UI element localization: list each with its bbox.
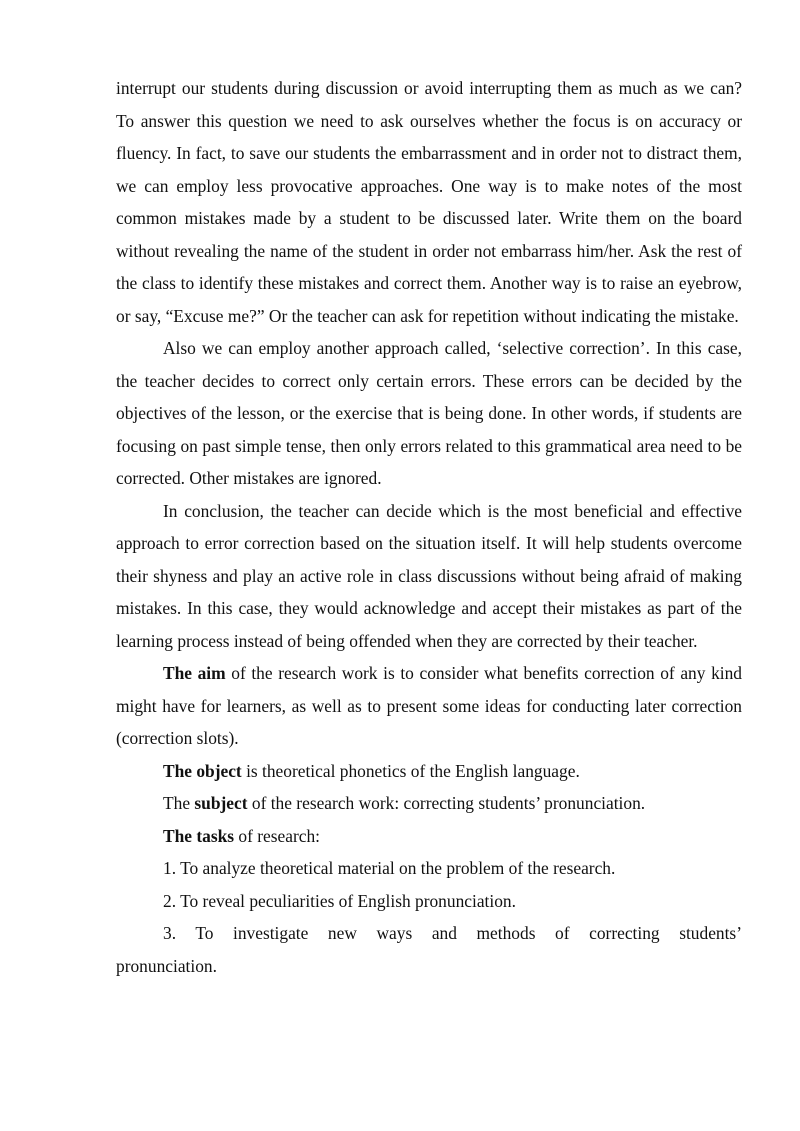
paragraph-tasks: [116, 820, 742, 853]
paragraph-aim: [116, 657, 742, 755]
paragraph-conclusion: In conclusion, the teacher can decide which is the most beneficial and effective approach to error correction based on the situation itself. It will help students overcome their shyness and play an active role in class discussions without being afraid of making mistakes. In this case, they would acknowledge and accept their mistakes as part of the learning process instead of being offended when they are corrected by their teacher.: [116, 500, 742, 651]
aim-label: The aim: [163, 663, 226, 683]
tasks-text: of research:: [234, 825, 320, 846]
paragraph-object: [116, 755, 742, 788]
subject-prefix: The: [163, 793, 195, 813]
object-label: The object: [163, 760, 242, 781]
document-page: [116, 72, 742, 982]
aim-text: of the research work is to consider what benefits correction of any kind might have for learners, as well as to present some ideas for conducting later correction (correction slots).: [116, 663, 742, 748]
task-item-3-continuation: pronunciation.: [116, 955, 217, 976]
paragraph-subject: [116, 787, 742, 820]
task-item-2: 2. To reveal peculiarities of English pronunciation.: [163, 890, 516, 911]
task-item-3: 3. To investigate new ways and methods of correcting students’: [163, 923, 742, 943]
paragraph-selective-correction: Also we can employ another approach called, ‘selective correction’. In this case, the teacher decides to correct only certain errors. These errors can be decided by the objectives of the lesson, or the exercise that is being done. In other words, if students are focusing on past simple tense, then only errors related to this grammatical area need to be corrected. Other mistakes are ignored.: [116, 338, 742, 488]
subject-text: of the research work: correcting students’ pronunciation.: [247, 793, 646, 813]
subject-label: subject: [194, 793, 248, 813]
paragraph-error-correction-intro: interrupt our students during discussion or avoid interrupting them as much as we can? To answer this question we need to ask ourselves whether the focus is on accuracy or fluency. In fact, to save our students the embarrassment and in order not to distract them, we can employ less provocative approaches. One way is to make notes of the most common mistakes made by a student to be discussed later. Write them on the board without revealing the name of the student in order not embarrass him/her. Ask the rest of the class to identify these mistakes and correct them. Another way is to raise an eyebrow, or say, “Excuse me?” Or the teacher can ask for repetition without indicating the mistake.: [116, 78, 742, 326]
task-item-1: 1. To analyze theoretical material on the problem of the research.: [163, 858, 616, 878]
object-text: is theoretical phonetics of the English language.: [241, 760, 580, 781]
tasks-label: The tasks: [163, 825, 235, 846]
